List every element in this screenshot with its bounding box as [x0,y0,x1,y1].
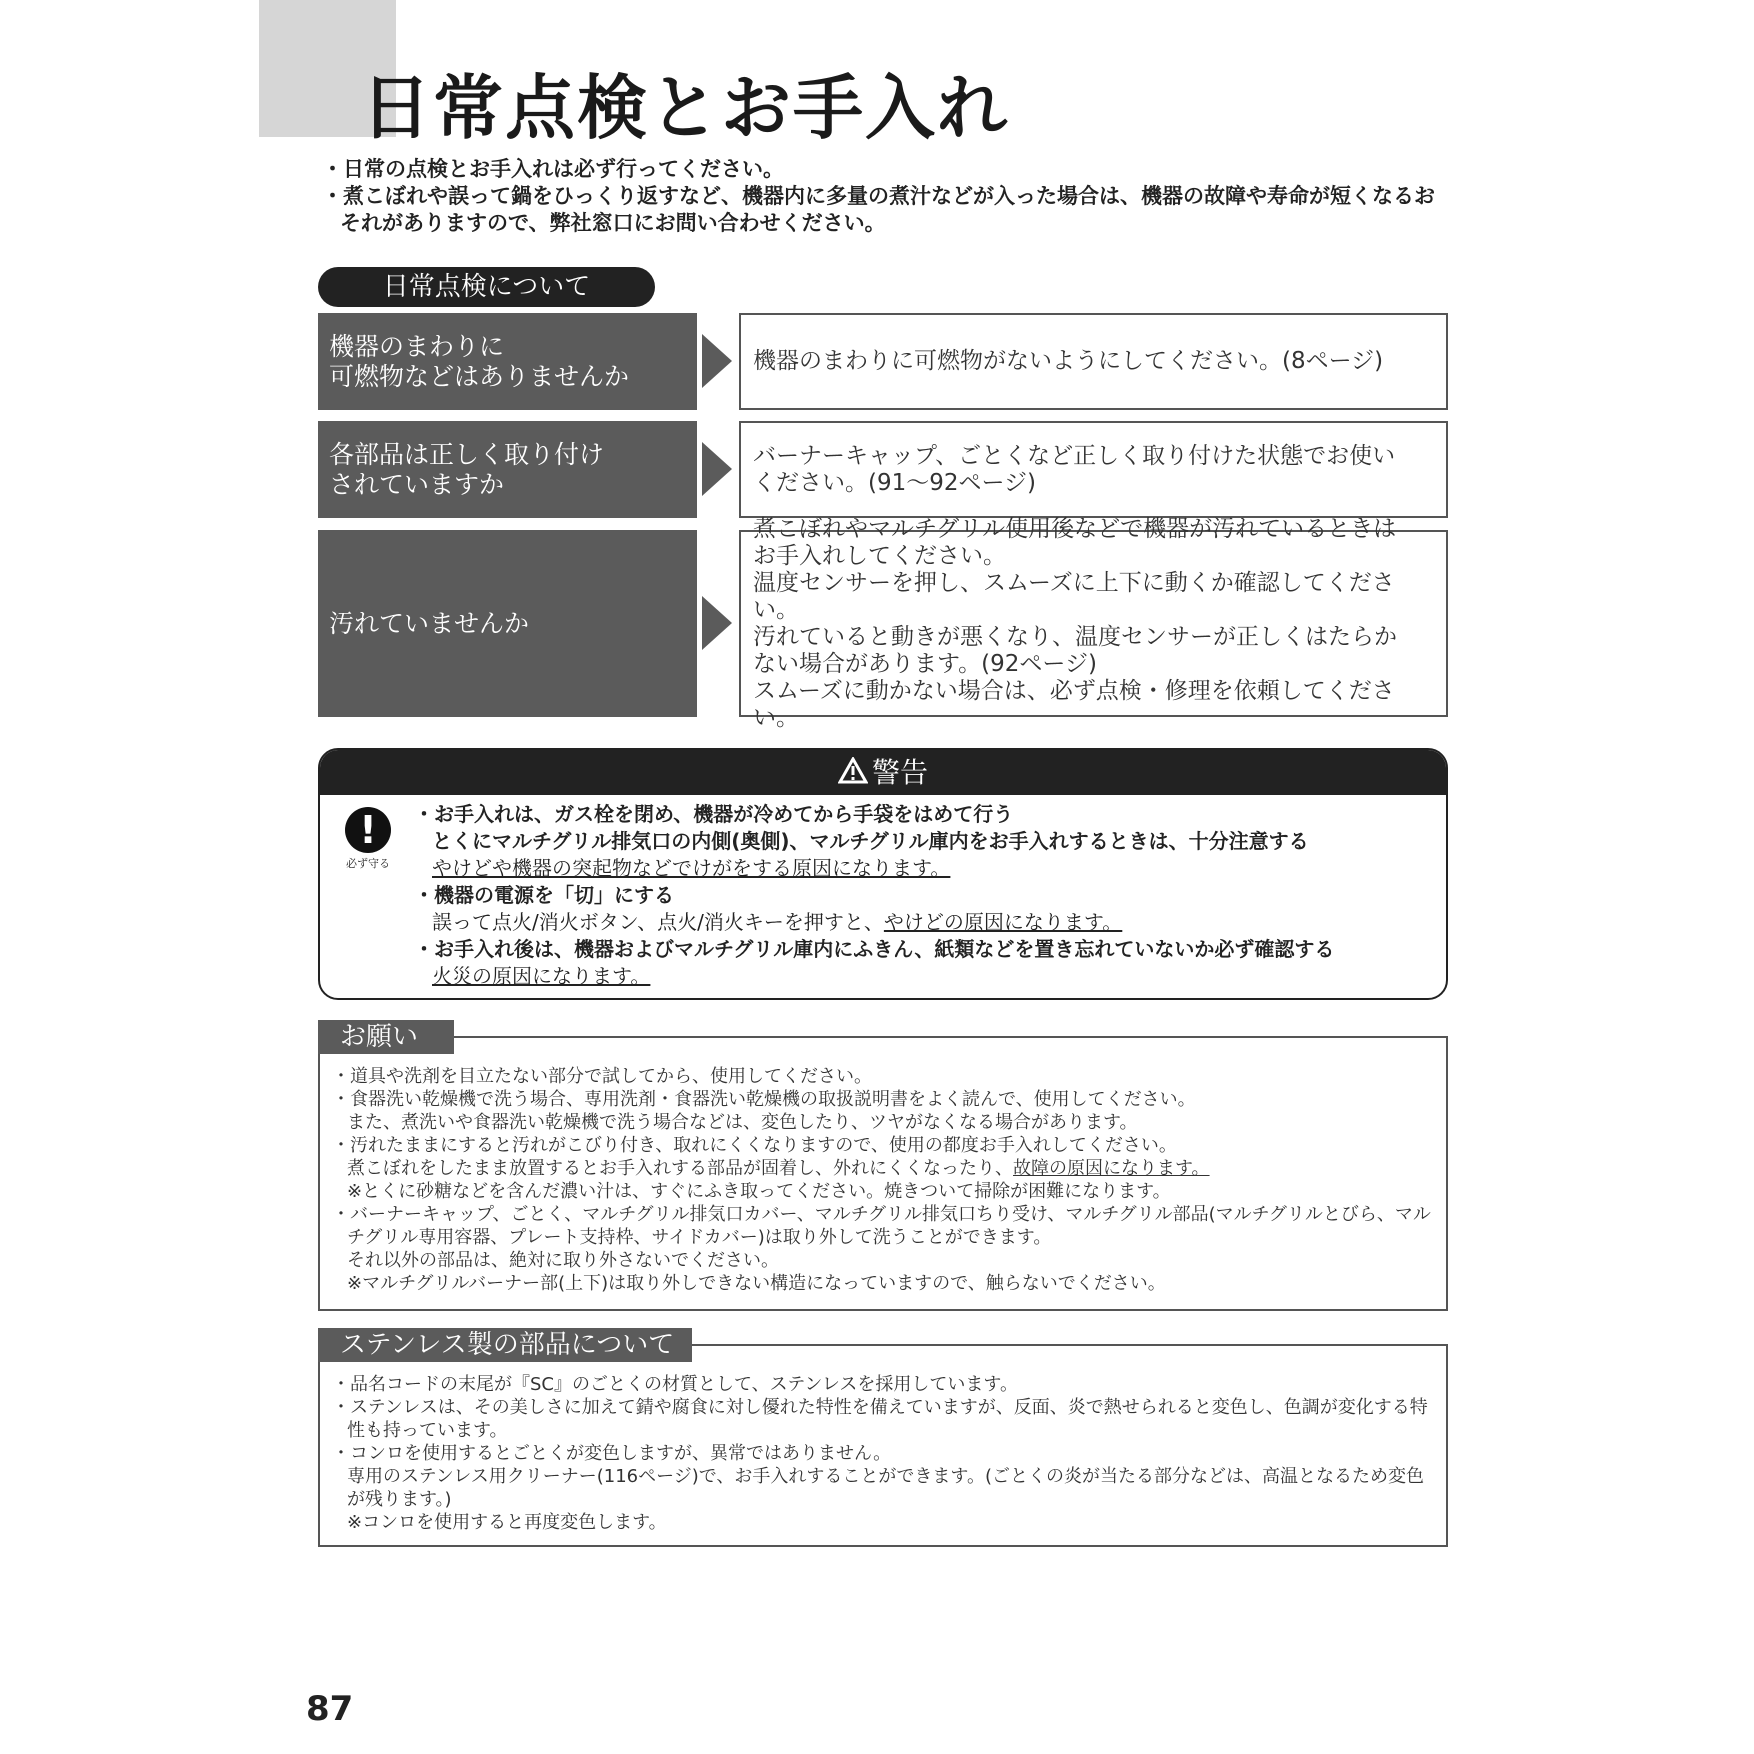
warning-header [320,750,1446,795]
exclamation-icon: ! [345,807,391,853]
check-answer: バーナーキャップ、ごとくなど正しく取り付けた状態でお使い ください。(91〜92ページ) [739,421,1448,518]
request-line: ・食器洗い乾燥機で洗う場合、専用洗剤・食器洗い乾燥機の取扱説明書をよく読んで、使用してください。 [332,1089,1196,1110]
warning-detail: とくにマルチグリル排気口の内側(奥側)、マルチグリル庫内をお手入れするときは、十分注意する [432,829,1309,853]
stainless-body [320,1346,1446,1534]
intro-note: ・日常の点検とお手入れは必ず行ってください。 [322,157,784,181]
request-line: ※とくに砂糖などを含んだ濃い汁は、すぐにふき取ってください。焼きついて掃除が困難になります。 [347,1181,1171,1202]
daily-check-heading: 日常点検について [318,267,655,307]
stainless-line: ・コンロを使用するとごとくが変色しますが、異常ではありません。 [332,1443,892,1464]
check-row [318,421,1448,518]
check-question: 機器のまわりに 可燃物などはありませんか [318,313,697,410]
check-answer: 煮こぼれやマルチグリル使用後などで機器が汚れているときは お手入れしてください。 温度センサーを押し、スムーズに上下に動くか確認してください。 汚れていると動きが悪くなり、温度センサーが正しくはたらか ない場合があります。(92ページ) スムーズに動かない場合は、必ず点検・修理を依頼してください。 [739,530,1448,717]
request-heading: お願い [318,1020,454,1054]
arrow-icon [702,334,732,388]
request-line: 煮こぼれをしたまま放置するとお手入れする部品が固着し、外れにくくなったり、故障の原因になります。 [347,1158,1210,1179]
stainless-box [318,1344,1448,1547]
check-question: 各部品は正しく取り付け されていますか [318,421,697,518]
warning-triangle-icon [838,752,868,797]
page-title: 日常点検とお手入れ [361,67,1009,149]
check-row [318,515,1448,731]
intro-note: ・煮こぼれや誤って鍋をひっくり返すなど、機器内に多量の煮汁などが入った場合は、機器の故障や寿命が短くなるおそれがありますので、弊社窓口にお問い合わせください。 [322,184,1435,235]
request-line: それ以外の部品は、絶対に取り外さないでください。 [347,1250,779,1271]
check-answer: 機器のまわりに可燃物がないようにしてください。(8ページ) [739,313,1448,410]
warning-reason: やけどや機器の突起物などでけがをする原因になります。 [432,856,951,880]
arrow-icon [702,596,732,650]
check-row [318,313,1448,410]
must-follow-label: 必ず守る [346,857,390,870]
stainless-line: ※コンロを使用すると再度変色します。 [347,1512,667,1533]
stainless-line: ・ステンレスは、その美しさに加えて錆や腐食に対し優れた特性を備えていますが、反面、炎で熱せられると変色し、色調が変化する特性も持っています。 [332,1397,1428,1441]
warning-reason: 火災の原因になります。 [432,964,651,988]
warning-title: 警告 [871,756,928,789]
request-line: ※マルチグリルバーナー部(上下)は取り外しできない構造になっていますので、触らないでください。 [347,1273,1166,1294]
request-line: ・バーナーキャップ、ごとく、マルチグリル排気口カバー、マルチグリル排気口ちり受け、マルチグリル部品(マルチグリルとびら、マルチグリル専用容器、プレート支持枠、サイドカバー)は取り外して洗うことができます。 [332,1204,1431,1248]
request-line: ・汚れたままにすると汚れがこびり付き、取れにくくなりますので、使用の都度お手入れしてください。 [332,1135,1177,1156]
page-number: 87 [306,1689,354,1729]
warning-item: ・お手入れ後は、機器およびマルチグリル庫内にふきん、紙類などを置き忘れていないか必ず確認する [414,937,1335,961]
stainless-line: 専用のステンレス用クリーナー(116ページ)で、お手入れすることができます。(ごとくの炎が当たる部分などは、高温となるため変色が残ります。) [347,1466,1425,1510]
request-line: また、煮洗いや食器洗い乾燥機で洗う場合などは、変色したり、ツヤがなくなる場合があります。 [347,1112,1138,1133]
warning-body [414,801,1434,990]
warning-reason: 誤って点火/消火ボタン、点火/消火キーを押すと、やけどの原因になります。 [432,910,1123,934]
warning-item: ・機器の電源を「切」にする [414,883,674,907]
check-question: 汚れていませんか [318,530,697,717]
arrow-icon [702,442,732,496]
intro-notes [322,156,1452,237]
must-follow-mark [340,807,396,871]
stainless-line: ・品名コードの末尾が『SC』のごとくの材質として、ステンレスを採用しています。 [332,1374,1018,1395]
stainless-heading: ステンレス製の部品について [318,1328,692,1362]
request-body [320,1038,1446,1295]
request-line: ・道具や洗剤を目立たない部分で試してから、使用してください。 [332,1066,872,1087]
warning-box [318,748,1448,1000]
warning-item: ・お手入れは、ガス栓を閉め、機器が冷めてから手袋をはめて行う [414,802,1014,826]
request-box [318,1036,1448,1311]
